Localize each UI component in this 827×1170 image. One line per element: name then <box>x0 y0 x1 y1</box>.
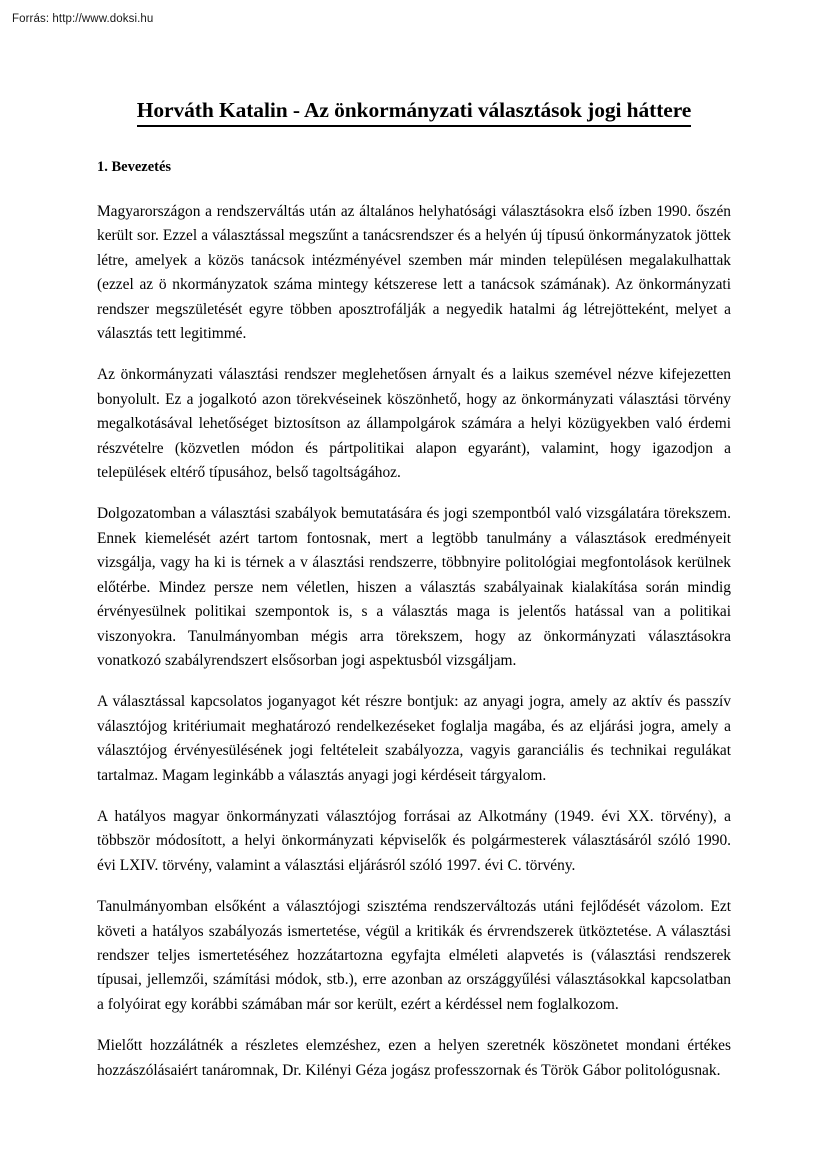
paragraph: Az önkormányzati választási rendszer meglehetősen árnyalt és a laikus szemével nézve kifejezetten bonyolult. Ez a jogalkotó azon törekvéseinek köszönhető, hogy az önkormányzati választási törvény megalkotásával lehetőséget biztosítson az állampolgárok számára a helyi közügyekben való érdemi részvételre (közvetlen módon és pártpolitikai alapon egyaránt), valamint, hogy igazodjon a települések eltérő típusához, belső tagoltságához. <box>97 366 731 482</box>
section-heading-introduction: 1. Bevezetés <box>97 159 172 175</box>
page-title-text: Horváth Katalin - Az önkormányzati választások jogi háttere <box>137 96 691 127</box>
body-text <box>97 200 731 1083</box>
source-url-header: Forrás: http://www.doksi.hu <box>12 13 154 25</box>
page-title <box>97 96 731 127</box>
paragraph: Mielőtt hozzálátnék a részletes elemzéshez, ezen a helyen szeretnék köszönetet mondani értékes hozzászólásaiért tanáromnak, Dr. Kilényi Géza jogász professzornak és Török Gábor politológusnak. <box>97 1037 731 1079</box>
paragraph: Dolgozatomban a választási szabályok bemutatására és jogi szempontból való vizsgálatára törekszem. Ennek kiemelését azért tartom fontosnak, mert a legtöbb tanulmány a választások eredményeit vizsgálja, vagy ha ki is térnek a v álasztási rendszerre, többnyire politológiai megfontolások kerülnek előtérbe. Mindez persze nem véletlen, hiszen a választás szabályainak kialakítása során mindig érvényesülnek politikai szempontok is, s a választás maga is jelentős hatással van a politikai viszonyokra. Tanulmányomban mégis arra törekszem, hogy az önkormányzati választásokra vonatkozó szabályrendszert elsősorban jogi aspektusból vizsgáljam. <box>97 505 731 669</box>
paragraph: Magyarországon a rendszerváltás után az általános helyhatósági választásokra első ízben 1990. őszén került sor. Ezzel a választással megszűnt a tanácsrendszer és a helyén új típusú önkormányzatok jöttek létre, amelyek a közös tanácsok intézményével szemben már minden településen megalakulhattak (ezzel az ö nkormányzatok száma mintegy kétszerese lett a tanácsok számának). Az önkormányzati rendszer megszületését egyre többen aposztrofálják a negyedik hatalmi ág létrejötteként, melyet a választás tett legitimmé. <box>97 203 731 343</box>
paragraph: A hatályos magyar önkormányzati választójog forrásai az Alkotmány (1949. évi XX. törvény), a többször módosított, a helyi önkormányzati képviselők és polgármesterek választásáról szóló 1990. évi LXIV. törvény, valamint a választási eljárásról szóló 1997. évi C. törvény. <box>97 807 731 874</box>
paragraph: Tanulmányomban elsőként a választójogi szisztéma rendszerváltozás utáni fejlődését vázolom. Ezt követi a hatályos szabályozás ismertetése, végül a kritikák és érvrendszerek ütköztetése. A választási rendszer teljes ismertetéséhez hozzátartozna egyfajta elméleti alapvetés is (választási rendszerek típusai, jellemzői, számítási módok, stb.), erre azonban az országgyűlési választásokkal kapcsolatban a folyóirat egy korábbi számában már sor került, ezért a kérdéssel nem foglalkozom. <box>97 898 731 1013</box>
paragraph: A választással kapcsolatos joganyagot két részre bontjuk: az anyagi jogra, amely az aktív és passzív választójog kritériumait meghatározó rendelkezéseket foglalja magába, és az eljárási jogra, amely a választójog érvényesülésének jogi feltételeit szabályozza, vagyis garanciális és technikai regulákat tartalmaz. Magam leginkább a választás anyagi jogi kérdéseit tárgyalom. <box>97 693 731 784</box>
